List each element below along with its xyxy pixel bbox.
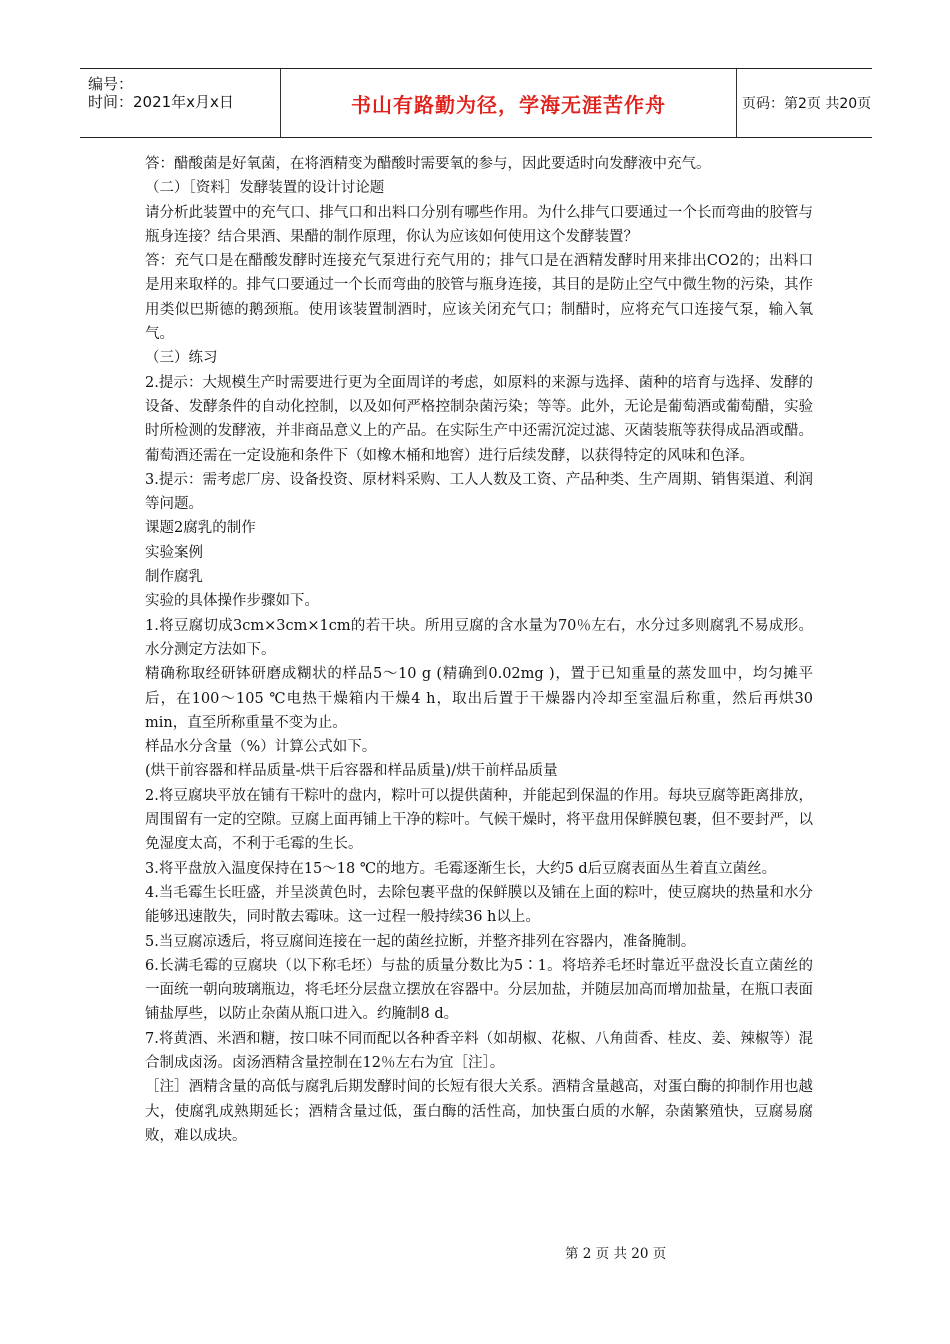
paragraph: 实验案例 — [145, 544, 203, 561]
section-heading: （二）［资料］发酵装置的设计讨论题 — [145, 180, 385, 197]
paragraph: 5.当豆腐凉透后，将豆腐间连接在一起的菌丝拉断，并整齐排列在容器内，准备腌制。 — [145, 933, 696, 950]
paragraph: 精确称取经研钵研磨成糊状的样品5～10 g (精确到0.02mg )，置于已知重量的蒸发皿中，均匀摊平后，在100～105 ℃电热干燥箱内干燥4 h，取出后置于干燥器内冷却至室温后称重，然后再烘30 min，直至所称重量不变为止。 — [145, 666, 813, 731]
document-date-label: 时间：2021年x月x日 — [88, 93, 234, 111]
paragraph: 1.将豆腐切成3cm×3cm×1cm的若干块。所用豆腐的含水量为70％左右，水分过多则腐乳不易成形。水分测定方法如下。 — [145, 617, 813, 658]
paragraph: 4.当毛霉生长旺盛，并呈淡黄色时，去除包裹平盘的保鲜膜以及铺在上面的粽叶，使豆腐块的热量和水分能够迅速散失，同时散去霉味。这一过程一般持续36 h以上。 — [145, 884, 813, 926]
paragraph: 7.将黄酒、米酒和糖，按口味不同而配以各种香辛料（如胡椒、花椒、八角茴香、桂皮、姜、辣椒等）混合制成卤汤。卤汤酒精含量控制在12％左右为宜［注］。 — [145, 1030, 813, 1071]
section-heading: 课题2腐乳的制作 — [145, 520, 256, 537]
paragraph: 3.提示：需考虑厂房、设备投资、原材料采购、工人人数及工资、产品种类、生产周期、销售渠道、利润等问题。 — [145, 471, 813, 513]
paragraph: 答：醋酸菌是好氧菌，在将酒精变为醋酸时需要氧的参与，因此要适时向发酵液中充气。 — [145, 156, 711, 172]
paragraph: 2.将豆腐块平放在铺有干粽叶的盘内，粽叶可以提供菌种，并能起到保温的作用。每块豆腐等距离排放，周围留有一定的空隙。豆腐上面再铺上干净的粽叶。气候干燥时，将平盘用保鲜膜包裹，但不要封严，以免湿度太高，不利于毛霉的生长。 — [145, 787, 813, 853]
header-page-info: 页码：第2页 共20页 — [742, 96, 872, 112]
paragraph: 实验的具体操作步骤如下。 — [145, 593, 319, 610]
document-number-label: 编号： — [88, 75, 134, 93]
document-body — [145, 152, 813, 1148]
paragraph: 样品水分含量（%）计算公式如下。 — [145, 739, 377, 756]
page-header — [80, 68, 872, 138]
footer-page-number: 第 2 页 共 20 页 — [565, 1246, 667, 1262]
formula-line: (烘干前容器和样品质量-烘干后容器和样品质量)/烘干前样品质量 — [145, 763, 558, 780]
header-motto-cell — [280, 69, 737, 137]
paragraph: 6.长满毛霉的豆腐块（以下称毛坯）与盐的质量分数比为5∶1。将培养毛坯时靠近平盘没长直立菌丝的一面统一朝向玻璃瓶边，将毛坯分层盘立摆放在容器中。分层加盐，并随层加高而增加盐量，在瓶口表面铺盐厚些，以防止杂菌从瓶口进入。约腌制8 d。 — [145, 957, 813, 1023]
paragraph: 3.将平盘放入温度保持在15～18 ℃的地方。毛霉逐渐生长，大约5 d后豆腐表面丛生着直立菌丝。 — [145, 860, 777, 877]
paragraph: 答：充气口是在醋酸发酵时连接充气泵进行充气用的；排气口是在酒精发酵时用来排出CO2的；出料口是用来取样的。排气口要通过一个长而弯曲的胶管与瓶身连接，其目的是防止空气中微生物的污染，其作用类似巴斯德的鹅颈瓶。使用该装置制酒时，应该关闭充气口；制醋时，应将充气口连接气泵，输入氧气。 — [145, 253, 813, 343]
paragraph: 请分析此装置中的充气口、排气口和出料口分别有哪些作用。为什么排气口要通过一个长而弯曲的胶管与瓶身连接？结合果酒、果醋的制作原理，你认为应该如何使用这个发酵装置？ — [145, 204, 813, 245]
header-motto: 书山有路勤为径，学海无涯苦作舟 — [351, 92, 666, 117]
header-meta — [80, 69, 280, 137]
paragraph: 2.提示：大规模生产时需要进行更为全面周详的考虑，如原料的来源与选择、菌种的培育与选择、发酵的设备、发酵条件的自动化控制，以及如何严格控制杂菌污染；等等。此外，无论是葡萄酒或葡萄醋，实验时所检测的发酵液，并非商品意义上的产品。在实际生产中还需沉淀过滤、灭菌装瓶等获得成品酒或醋。葡萄酒还需在一定设施和条件下（如橡木桶和地窖）进行后续发酵，以获得特定的风味和色泽。 — [145, 374, 813, 464]
section-heading: （三）练习 — [145, 350, 218, 367]
note-paragraph: ［注］酒精含量的高低与腐乳后期发酵时间的长短有很大关系。酒精含量越高，对蛋白酶的抑制作用也越大，使腐乳成熟期延长；酒精含量过低，蛋白酶的活性高，加快蛋白质的水解，杂菌繁殖快，豆腐易腐败，难以成块。 — [145, 1079, 813, 1144]
paragraph: 制作腐乳 — [145, 569, 203, 586]
